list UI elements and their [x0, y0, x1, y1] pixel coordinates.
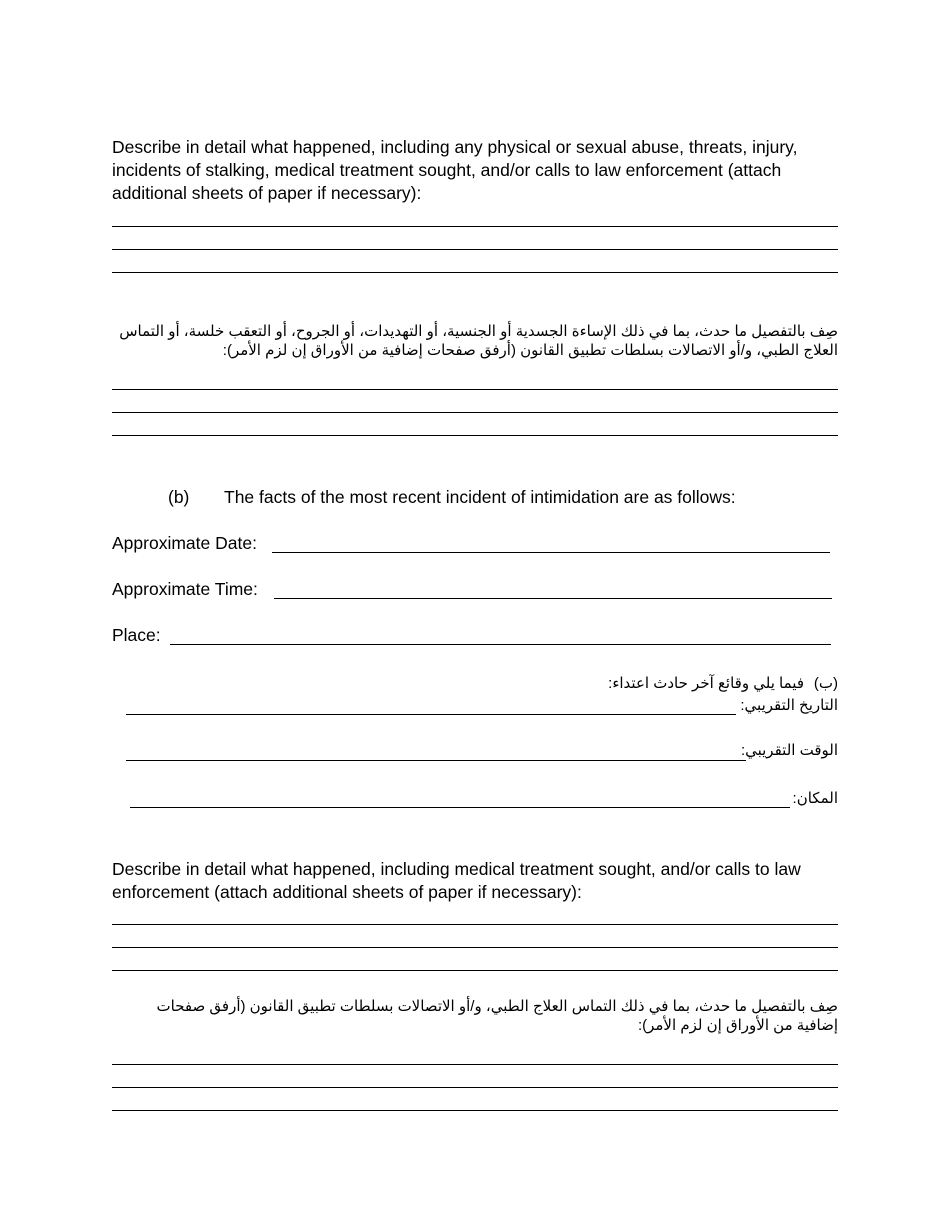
incident-description-line-ar-2[interactable]	[112, 1087, 838, 1088]
incident-description-line-ar-3[interactable]	[112, 1110, 838, 1111]
abuse-description-line-ar-1[interactable]	[112, 389, 838, 390]
approximate-date-label: Approximate Date:	[112, 533, 257, 553]
approximate-date-label-ar: التاريخ التقريبي:	[740, 697, 838, 714]
incident-description-line-ar-1[interactable]	[112, 1064, 838, 1065]
abuse-description-line-en-1[interactable]	[112, 226, 838, 227]
abuse-description-line-ar-3[interactable]	[112, 435, 838, 436]
section-b-heading-ar: فيما يلي وقائع آخر حادث اعتداء:	[608, 675, 804, 692]
approximate-time-label: Approximate Time:	[112, 579, 258, 599]
section-b-marker-ar: (ب)	[813, 675, 838, 692]
approximate-time-field[interactable]	[274, 598, 832, 599]
place-field[interactable]	[170, 644, 831, 645]
abuse-description-line-en-3[interactable]	[112, 272, 838, 273]
approximate-time-label-ar: الوقت التقريبي:	[740, 742, 838, 759]
approximate-date-field[interactable]	[272, 552, 830, 553]
incident-description-line-en-3[interactable]	[112, 970, 838, 971]
abuse-description-instruction-ar: صِف بالتفصيل ما حدث، بما في ذلك الإساءة الجسدية أو الجنسية، أو التهديدات، أو الجروح، أو التعقب خلسة، أو التماس العلاج الطبي، و/أو الاتصالات بسلطات تطبيق القانون (أرفق صفحات إضافية من الأوراق إن لزم الأمر):	[119, 323, 838, 359]
incident-description-instruction-en: Describe in detail what happened, including medical treatment sought, and/or calls to law enforcement (attach additional sheets of paper if necessary):	[112, 859, 801, 902]
approximate-time-field-ar[interactable]	[126, 760, 746, 761]
incident-description-line-en-1[interactable]	[112, 924, 838, 925]
abuse-description-instruction-en: Describe in detail what happened, including any physical or sexual abuse, threats, injury, incidents of stalking, medical treatment sought, and/or calls to law enforcement (attach additional sheets of paper if necessary):	[112, 137, 798, 203]
incident-description-line-en-2[interactable]	[112, 947, 838, 948]
place-field-ar[interactable]	[130, 807, 790, 808]
incident-description-instruction-ar: صِف بالتفصيل ما حدث، بما في ذلك التماس العلاج الطبي، و/أو الاتصالات بسلطات تطبيق القانون (أرفق صفحات إضافية من الأوراق إن لزم الأمر):	[156, 998, 838, 1034]
place-label-ar: المكان:	[792, 790, 838, 807]
abuse-description-line-ar-2[interactable]	[112, 412, 838, 413]
section-b-marker: (b)	[168, 487, 190, 507]
abuse-description-line-en-2[interactable]	[112, 249, 838, 250]
section-b-heading: The facts of the most recent incident of intimidation are as follows:	[224, 487, 736, 507]
approximate-date-field-ar[interactable]	[126, 714, 736, 715]
place-label: Place:	[112, 625, 161, 645]
